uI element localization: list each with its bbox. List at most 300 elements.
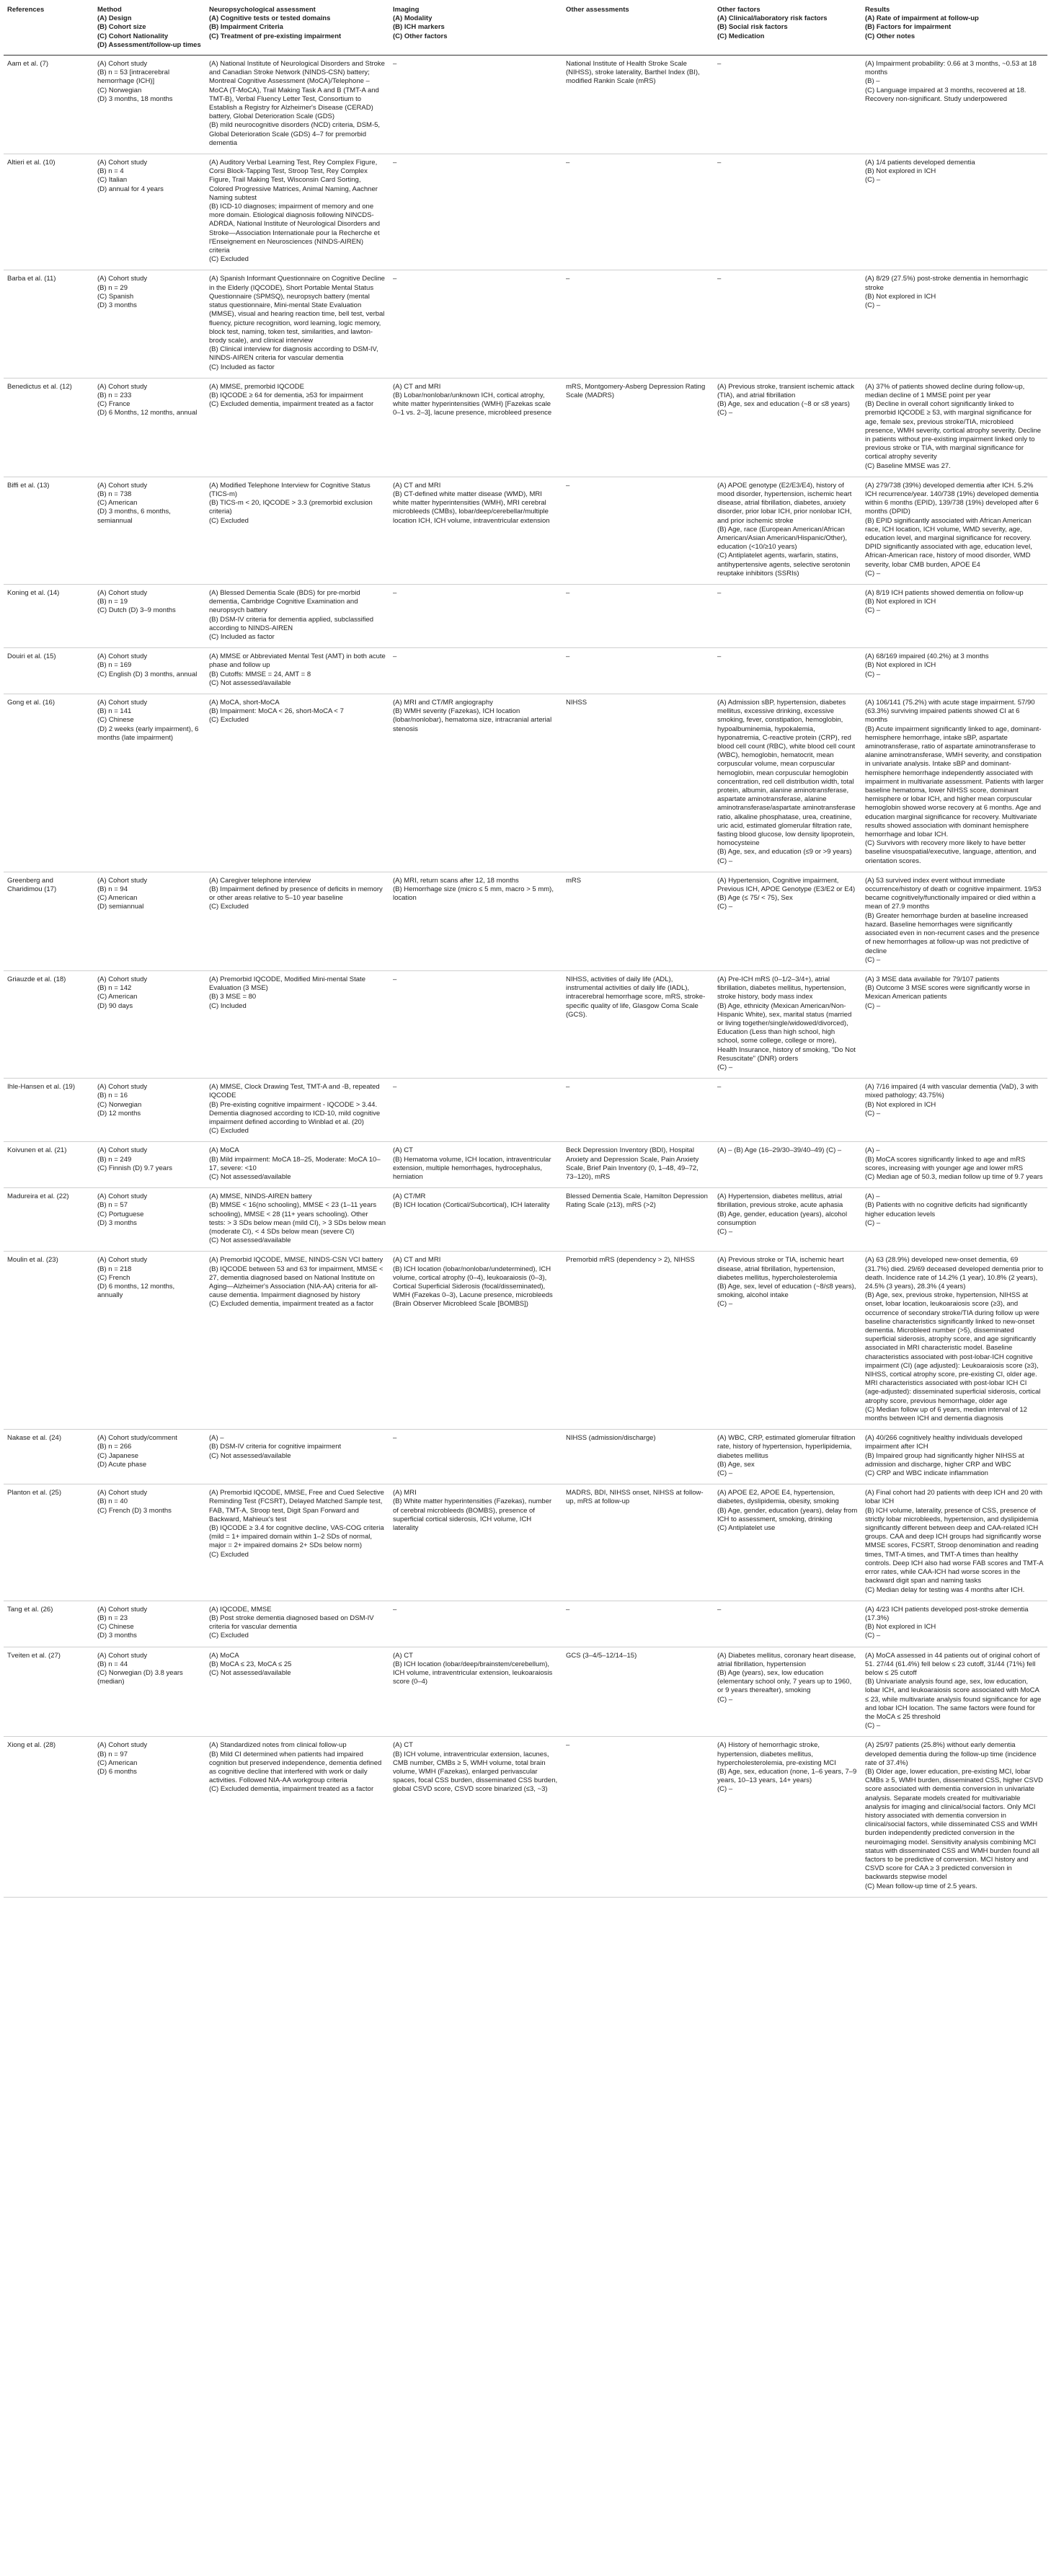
cell-line: Beck Depression Inventory (BDI), Hospital Anxiety and Depression Scale, Pain Anxiety Scale, Brief Pain Inventory (0, 1–48, 49–72, 73–120), mRS — [566, 1146, 699, 1181]
cell-line: (A) Cohort study — [97, 1741, 148, 1750]
cell-line: (C) English (D) 3 months, annual — [97, 670, 198, 678]
cell-line: (C) Included as factor — [209, 363, 275, 371]
cell-line: (B) Not explored in ICH — [865, 292, 936, 301]
cell-other-factors — [714, 378, 861, 477]
cell-line: (C) Included — [209, 1001, 247, 1010]
cell-line: (B) MoCA scores significantly linked to age and mRS scores, increasing with younger age and lower mRS — [865, 1155, 1026, 1172]
cell-line: (C) Excluded dementia, impairment treated as a factor — [209, 1785, 374, 1794]
cell-line: (B) EPID significantly associated with African American race, ICH location, ICH volume, WMD severity, age, education level, and marginal significance for recovery. DPID significantly associated with age, education level, African-American race, history of mood disorder, WMD severity, lobar CMB burden, APOE E4 — [865, 516, 1032, 569]
cell-line: (C) Language impaired at 3 months, recovered at 18. Recovery non-significant. Study underpowered — [865, 86, 1026, 103]
cell-line: (C) Norwegian (D) 3.8 years (median) — [97, 1668, 183, 1686]
cell-line: (B) n = 97 — [97, 1750, 128, 1758]
cell-line: MADRS, BDI, NIHSS onset, NIHSS at follow-up, mRS at follow-up — [566, 1489, 704, 1506]
cell-line: (C) – — [865, 569, 881, 577]
cell-method — [94, 1737, 205, 1897]
header-line: (A) Cognitive tests or tested domains — [209, 14, 331, 23]
cell-line: (D) 90 days — [97, 1001, 133, 1010]
header-line: Neuropsychological assessment — [209, 6, 316, 14]
cell-references — [4, 694, 94, 872]
cell-line: (C) Excluded — [209, 903, 249, 911]
header-other-factors — [714, 3, 861, 56]
cell-line: (B) Clinical interview for diagnosis according to DSM-IV, NINDS-AIREN criteria for vascular dementia — [209, 345, 378, 363]
cell-line: (C) – — [865, 1632, 881, 1640]
cell-line: Moulin et al. (23) — [7, 1256, 58, 1265]
cell-line: (B) Lobar/nonlobar/unknown ICH, cortical atrophy, white matter hyperintensities (WMH) [Fazekas scale 0–1 vs. 2–3], lacune presence, microbleed presence — [393, 391, 552, 417]
cell-line: (B) IQCODE ≥ 3.4 for cognitive decline, VAS-COG criteria (mild = 1+ impaired domain within 1–2 SDs of normal, major = 2+ impaired domains 2+ SDs below norm) — [209, 1524, 384, 1550]
cell-line: (D) 3 months, 18 months — [97, 94, 173, 103]
cell-line: (A) Cohort study — [97, 975, 148, 983]
cell-other-assessments — [562, 154, 714, 270]
cell-line: (C) Excluded — [209, 1127, 249, 1136]
cell-line: (B) MMSE < 16(no schooling), MMSE < 23 (1–11 years schooling), MMSE < 28 (11+ years schooling). Other tests: > 3 SDs below mean (mild CI), > 3 SDs below mean (moderate CI), < 4 SDs below mean (severe CI) — [209, 1201, 386, 1236]
cell-line: (A) 1/4 patients developed dementia — [865, 159, 975, 167]
cell-line: mRS, Montgomery-Asberg Depression Rating Scale (MADRS) — [566, 382, 706, 399]
cell-results — [861, 1188, 1047, 1252]
cell-neuropsychological-assessment — [205, 1079, 389, 1142]
cell-line: (C) Dutch (D) 3–9 months — [97, 606, 176, 615]
cell-neuropsychological-assessment — [205, 154, 389, 270]
cell-line: (D) semiannual — [97, 903, 144, 911]
header-line: Results — [865, 6, 890, 14]
table-header — [4, 3, 1047, 56]
cell-line: (C) – — [865, 1109, 881, 1117]
cell-line: (B) 3 MSE = 80 — [209, 993, 257, 1001]
header-row — [4, 3, 1047, 56]
cell-line: (B) n = 23 — [97, 1614, 128, 1622]
cell-line: (B) ICD-10 diagnoses; impairment of memory and one more domain. Etiological diagnosis following NINCDS-ADRDA, National Institute of Neurological Disorders and Stroke—Association Internationale pour la Recherche et l'Enseignement en Neurosciences (NINDS-AIREN) criteria — [209, 203, 381, 255]
cell-line: (A) MMSE, Clock Drawing Test, TMT-A and -B, repeated IQCODE — [209, 1083, 380, 1100]
cell-line: – — [566, 588, 570, 597]
cell-line: (A) 63 (28.9%) developed new-onset dementia, 69 (31.7%) died. 29/69 deceased developed dementia prior to death. Incidence rate of 14.2% (1 year), 10.8% (2 years), 24.5% (3 years), 28.3% (4 years) — [865, 1256, 1044, 1291]
cell-line: (B) Post stroke dementia diagnosed based on DSM-IV criteria for vascular dementia — [209, 1614, 374, 1632]
cell-line: (B) Age, sex, and education (≤9 or >9 years) — [717, 848, 852, 857]
cell-line: Altieri et al. (10) — [7, 159, 56, 167]
cell-method — [94, 1430, 205, 1484]
cell-line: Planton et al. (25) — [7, 1489, 61, 1497]
cell-line: (A) Final cohort had 20 patients with deep ICH and 20 with lobar ICH — [865, 1489, 1043, 1506]
cell-line: (C) Excluded — [209, 516, 249, 525]
table-row — [4, 270, 1047, 378]
cell-line: (B) Hemorrhage size (micro ≤ 5 mm, macro > 5 mm), location — [393, 885, 554, 903]
cell-line: (C) Mean follow-up time of 2.5 years. — [865, 1882, 977, 1890]
cell-other-assessments — [562, 970, 714, 1078]
cell-line: (B) IQCODE between 53 and 63 for impairment, MMSE < 27, dementia diagnosed based on National Institute on Aging—Alzheimer's Association (NIA-AA) criteria for all-cause dementia. Impairment diagnosed by history — [209, 1265, 383, 1300]
cell-other-factors — [714, 154, 861, 270]
cell-line: (D) Acute phase — [97, 1460, 147, 1469]
cell-line: (A) 4/23 ICH patients developed post-stroke dementia (17.3%) — [865, 1605, 1029, 1622]
cell-line: (A) – — [209, 1434, 224, 1443]
cell-other-factors — [714, 970, 861, 1078]
cell-line: (B) n = 142 — [97, 984, 132, 993]
cell-line: – — [393, 975, 397, 983]
table-row — [4, 154, 1047, 270]
cell-method — [94, 648, 205, 694]
cell-line: (A) MoCA — [209, 1651, 239, 1660]
cell-line: – — [393, 159, 397, 167]
cell-neuropsychological-assessment — [205, 1484, 389, 1601]
header-references — [4, 3, 94, 56]
cell-method — [94, 872, 205, 970]
cell-line: – — [393, 60, 397, 68]
cell-line: (B) Age, sex, level of education (~8/≤8 years), smoking, alcohol intake — [717, 1283, 856, 1300]
cell-line: (A) Cohort study — [97, 1146, 148, 1155]
cell-imaging — [389, 694, 562, 872]
cell-other-assessments — [562, 477, 714, 584]
cell-line: (B) Univariate analysis found age, sex, low education, lobar ICH, and leukoaraiosis score associated with MoCA ≤ 23, while multivariate analysis found significance for age and lobar ICH location. The same factors were found for the MoCA ≤ 25 threshold — [865, 1678, 1042, 1721]
cell-line: – — [393, 1083, 397, 1092]
cell-method — [94, 56, 205, 154]
cell-line: – — [566, 1605, 570, 1614]
cell-other-factors — [714, 1601, 861, 1647]
cell-line: (B) ICH location (Cortical/Subcortical), ICH laterality — [393, 1201, 550, 1210]
cell-line: (B) Acute impairment significantly linked to age, dominant-hemisphere hemorrhage, intake sBP, aspartate aminotransferase, ratio of aspartate aminotransferase to alanine aminotransferase, WMH severity, and constipation in univariate analysis. Intake sBP and dominant-hemisphere hemorrhage independently associated with impairment in multivariate assessment. Patients with larger baseline hematoma, lower NIHSS score, dominant hemisphere or lobar ICH, and higher mean corpuscular hemoglobin showed worse recovery at 6 months. Age and education marginal significance for recovery. Multivariate results showed association with dominant hemisphere hemorrhage and lobar ICH. — [865, 725, 1044, 839]
cell-line: (C) – — [717, 409, 733, 417]
cell-other-assessments — [562, 584, 714, 647]
cell-line: (C) – — [865, 955, 881, 964]
cell-neuropsychological-assessment — [205, 584, 389, 647]
cell-line: – — [393, 1434, 397, 1443]
cell-line: – — [566, 481, 570, 490]
cell-line: (B) n = 141 — [97, 707, 132, 716]
cell-references — [4, 56, 94, 154]
cell-line: (B) n = 169 — [97, 661, 132, 670]
header-line: (B) Impairment Criteria — [209, 23, 283, 32]
cell-line: (A) 8/19 ICH patients showed dementia on follow-up — [865, 588, 1024, 597]
cell-line: (A) Cohort study — [97, 1192, 148, 1201]
cell-line: (A) CT and MRI — [393, 1256, 441, 1265]
cell-neuropsychological-assessment — [205, 477, 389, 584]
header-line: (B) Factors for impairment — [865, 23, 952, 32]
cell-line: (B) Outcome 3 MSE scores were significantly worse in Mexican American patients — [865, 984, 1030, 1001]
cell-other-factors — [714, 1647, 861, 1737]
cell-line: – — [717, 652, 722, 661]
cell-other-factors — [714, 270, 861, 378]
cell-line: (C) Excluded — [209, 716, 249, 725]
cell-other-factors — [714, 1737, 861, 1897]
cell-other-factors — [714, 648, 861, 694]
cell-line: (A) Cohort study — [97, 1256, 148, 1265]
cell-line: (C) Chinese — [97, 1623, 134, 1632]
cell-line: (C) – — [865, 606, 881, 615]
cell-line: Aam et al. (7) — [7, 60, 49, 68]
cell-other-assessments — [562, 1252, 714, 1430]
cell-line: (C) Norwegian — [97, 86, 142, 94]
cell-references — [4, 477, 94, 584]
cell-line: (A) Premorbid IQCODE, Modified Mini-mental State Evaluation (3 MSE) — [209, 975, 365, 993]
cell-results — [861, 1647, 1047, 1737]
header-results — [861, 3, 1047, 56]
header-neuropsychological-assessment — [205, 3, 389, 56]
cell-line: (A) APOE E2, APOE E4, hypertension, diabetes, dyslipidemia, obesity, smoking — [717, 1489, 839, 1506]
cell-line: (D) 3 months, 6 months, semiannual — [97, 508, 171, 525]
cell-line: – — [566, 1741, 570, 1750]
cell-other-factors — [714, 56, 861, 154]
cell-line: (D) 6 months — [97, 1767, 137, 1776]
cell-line: Madureira et al. (22) — [7, 1192, 69, 1201]
cell-line: (C) Excluded — [209, 1550, 249, 1559]
studies-table — [4, 3, 1047, 1898]
cell-other-assessments — [562, 270, 714, 378]
header-line: (B) ICH markers — [393, 23, 445, 32]
cell-line: (B) mild neurocognitive disorders (NCD) criteria, DSM-5, Global Deterioration Scale (GDS) 4–7 for premorbid dementia — [209, 121, 381, 147]
cell-line: (A) – — [865, 1146, 880, 1155]
cell-line: (B) Cutoffs: MMSE = 24, AMT = 8 — [209, 670, 311, 678]
cell-method — [94, 970, 205, 1078]
cell-line: (B) Not explored in ICH — [865, 1623, 936, 1632]
cell-line: Douiri et al. (15) — [7, 652, 56, 661]
cell-line: (B) ICH volume, laterality, presence of CSS, presence of strictly lobar microbleeds, hypertension, and dyslipidemia significantly different between deep and CAA-related ICH groups. CAA and deep ICH groups had significantly worse MMSE scores, FCSRT, Stroop denomination and reading times, TMT-A times, and TMT-A times than healthy controls. Deep ICH also had worse FAB scores and TMT-A error rates, while CAA-ICH had worse scores in the backward digit span and naming tasks — [865, 1506, 1043, 1585]
cell-line: (C) Not assessed/available — [209, 678, 291, 687]
header-line: Method — [97, 6, 122, 14]
cell-line: (B) n = 249 — [97, 1155, 132, 1164]
cell-line: (B) Age, gender, education (years), delay from ICH to assessment, smoking, drinking — [717, 1506, 858, 1523]
cell-line: (C) France — [97, 400, 130, 409]
cell-line: (B) Impaired group had significantly higher NIHSS at admission and discharge, higher CRP and WBC — [865, 1451, 1024, 1469]
cell-line: (A) WBC, CRP, estimated glomerular filtration rate, history of hypertension, hyperlipidemia, diabetes mellitus — [717, 1434, 856, 1460]
cell-method — [94, 1142, 205, 1188]
cell-line: (C) Not assessed/available — [209, 1668, 291, 1677]
cell-references — [4, 970, 94, 1078]
header-method — [94, 3, 205, 56]
cell-references — [4, 1188, 94, 1252]
cell-other-assessments — [562, 1737, 714, 1897]
cell-neuropsychological-assessment — [205, 1188, 389, 1252]
cell-method — [94, 1601, 205, 1647]
cell-line: (B) n = 738 — [97, 490, 132, 498]
cell-line: (A) Admission sBP, hypertension, diabetes mellitus, excessive drinking, excessive smoking, fever, constipation, hemoglobin, hypoalbuminemia, hypokalemia, hyponatremia, C-reactive protein (CRP), red blood cell count (RBC), white blood cell count (WBC), hemoglobin, hematocrit, mean corpuscular volume, mean corpuscular hemoglobin, mean corpuscular hemoglobin concentration, red cell distribution width, total protein, albumin, alanine aminotransferase, aspartate aminotransferase, alanine aminotransferase/aspartate aminotransferase ratio, alkaline phosphatase, urea, creatinine, uric acid, estimated glomerular filtration rate, fasting blood glucose, low density lipoprotein, homocysteine — [717, 699, 856, 848]
table-body — [4, 56, 1047, 1898]
cell-line: (C) CRP and WBC indicate inflammation — [865, 1469, 988, 1478]
table-row — [4, 1484, 1047, 1601]
cell-line: (A) Cohort study — [97, 481, 148, 490]
cell-line: (B) Patients with no cognitive deficits had significantly higher education levels — [865, 1201, 1027, 1218]
cell-results — [861, 1252, 1047, 1430]
cell-line: (B) n = 40 — [97, 1497, 128, 1506]
cell-line: Xiong et al. (28) — [7, 1741, 56, 1750]
cell-other-assessments — [562, 1601, 714, 1647]
cell-other-factors — [714, 1142, 861, 1188]
cell-line: (A) Cohort study — [97, 275, 148, 283]
cell-line: (B) n = 29 — [97, 283, 128, 292]
cell-imaging — [389, 1647, 562, 1737]
cell-line: (C) French (D) 3 months — [97, 1506, 172, 1515]
cell-line: (C) Excluded — [209, 1632, 249, 1640]
cell-references — [4, 1252, 94, 1430]
cell-line: (B) Mild CI determined when patients had impaired cognition but preserved independence, dementia defined as cognitive decline that interfered with work or daily activities. Followed NIA-AA workgroup criteria — [209, 1750, 382, 1785]
cell-other-factors — [714, 477, 861, 584]
cell-line: (C) Not assessed/available — [209, 1236, 291, 1245]
cell-other-factors — [714, 1079, 861, 1142]
cell-line: (B) Impairment: MoCA < 26, short-MoCA < 7 — [209, 707, 344, 716]
table-row — [4, 1142, 1047, 1188]
cell-line: (D) 3 months — [97, 1218, 137, 1227]
cell-line: (A) IQCODE, MMSE — [209, 1605, 272, 1614]
cell-line: (A) APOE genotype (E2/E3/E4), history of mood disorder, hypertension, ischemic heart disease, atrial fibrillation, diabetes, anxiety disorder, prior lobar ICH, prior nonlobar ICH, and prior ischemic stroke — [717, 481, 852, 525]
cell-references — [4, 1601, 94, 1647]
cell-line: (A) MoCA assessed in 44 patients out of original cohort of 51. 27/44 (61.4%) fell below ≤ 23 cutoff, 31/44 (71%) fell below ≤ 25 cutoff — [865, 1651, 1040, 1677]
cell-line: (A) 53 survived index event without immediate occurrence/history of death or cognitive impairment. 19/53 became cognitively/functionally impaired or died within a mean of 27.9 months — [865, 876, 1042, 911]
cell-neuropsychological-assessment — [205, 872, 389, 970]
cell-references — [4, 154, 94, 270]
cell-line: (A) Pre-ICH mRS (0–1/2–3/4+), atrial fibrillation, diabetes mellitus, hypertension, stroke history, body mass index — [717, 975, 846, 1001]
cell-other-factors — [714, 872, 861, 970]
cell-line: (C) Median delay for testing was 4 months after ICH. — [865, 1585, 1025, 1594]
table-row — [4, 1430, 1047, 1484]
cell-line: (A) CT — [393, 1651, 413, 1660]
cell-line: (B) Greater hemorrhage burden at baseline increased hazard. Baseline hemorrhages were significantly associated even in non-recurrent cases and the presence of new hemorrhages at follow-up was not predictive of decline — [865, 911, 1039, 955]
table-row — [4, 584, 1047, 647]
cell-line: Tveiten et al. (27) — [7, 1651, 61, 1660]
cell-neuropsychological-assessment — [205, 1647, 389, 1737]
table-row — [4, 872, 1047, 970]
cell-line: (A) 279/738 (39%) developed dementia after ICH. 5.2% ICH recurrence/year. 140/738 (19%) developed dementia within 6 months (EPID), 139/738 (19%) developed after 6 months (DPID) — [865, 481, 1039, 516]
cell-line: (A) Cohort study — [97, 876, 148, 885]
cell-line: (C) Baseline MMSE was 27. — [865, 461, 951, 470]
cell-line: (A) MRI and CT/MR angiography — [393, 699, 493, 707]
cell-line: (A) History of hemorrhagic stroke, hypertension, diabetes mellitus, hypercholesterolemia, pre-existing MCI — [717, 1741, 836, 1767]
cell-line: (A) MMSE, NINDS-AIREN battery — [209, 1192, 312, 1201]
cell-line: (B) Age, race (European American/African American/Asian American/Hispanic/Other), education (<10/≥10 years) — [717, 525, 848, 552]
cell-line: (B) Age, sex, previous stroke, hypertension, NIHSS at onset, lobar location, leukoaraiosis score (≥3), and occurrence of secondary stroke/TIA during follow up were baseline characteristics significantly linked to new-onset dementia. Microbleed number (>5), disseminated superficial siderosis, atrophy score, and age significantly associated in MRI characteristic model. Baseline characteristics associated with post-lobar-ICH cognitive impairment (CI) (age adjusted): Leukoaraiosis score (≥3), NIHSS, cortical atrophy score, pre-existing CI, older age. MRI characteristics associated with post-lobar ICH CI (age-adjusted): disseminated superficial siderosis, cortical atrophy score, previous hemorrhage, older age — [865, 1291, 1041, 1405]
cell-line: (A) 25/97 patients (25.8%) without early dementia developed dementia during the follow-up time (incidence rate of 37.4%) — [865, 1741, 1037, 1767]
cell-line: (A) CT and MRI — [393, 481, 441, 490]
cell-line: – — [566, 159, 570, 167]
cell-line: (C) – — [865, 1001, 881, 1010]
cell-references — [4, 584, 94, 647]
cell-line: Blessed Dementia Scale, Hamilton Depression Rating Scale (≥13), mRS (>2) — [566, 1192, 708, 1210]
cell-line: (C) Survivors with recovery more likely to have better baseline visuospatial/executive, language, attention, and orientation scores. — [865, 839, 1037, 865]
header-line: (A) Design — [97, 14, 132, 23]
cell-line: (C) Antiplatelet agents, warfarin, statins, antihypertensive agents, selective serotonin reuptake inhibitors (SSRIs) — [717, 552, 851, 577]
cell-line: (A) Cohort study — [97, 1083, 148, 1092]
cell-imaging — [389, 1737, 562, 1897]
cell-other-assessments — [562, 872, 714, 970]
cell-line: (B) n = 57 — [97, 1201, 128, 1210]
cell-references — [4, 1079, 94, 1142]
cell-imaging — [389, 477, 562, 584]
cell-imaging — [389, 378, 562, 477]
cell-line: (A) MoCA, short-MoCA — [209, 699, 280, 707]
cell-line: (A) MRI — [393, 1489, 417, 1497]
cell-line: (C) – — [865, 176, 881, 185]
cell-line: (C) Excluded dementia, impairment treated as a factor — [209, 1300, 374, 1309]
cell-line: (A) Auditory Verbal Learning Test, Rey Complex Figure, Corsi Block-Tapping Test, Stroop Test, Rey Complex Figure, Trail Making Test, Wisconsin Card Sorting, Colored Progressive Matrices, Animal Naming, Aachner Naming subtest — [209, 159, 378, 202]
cell-line: (C) – — [717, 857, 733, 865]
cell-other-assessments — [562, 1188, 714, 1252]
cell-line: (A) 8/29 (27.5%) post-stroke dementia in hemorrhagic stroke — [865, 275, 1029, 292]
cell-line: (B) Age, sex, education (none, 1–6 years, 7–9 years, 10–13 years, 14+ years) — [717, 1767, 857, 1785]
cell-results — [861, 1079, 1047, 1142]
cell-line: (D) 2 weeks (early impairment), 6 months (late impairment) — [97, 725, 199, 742]
cell-line: (B) n = 44 — [97, 1660, 128, 1668]
header-line: (C) Medication — [717, 32, 765, 40]
cell-line: (B) n = 4 — [97, 167, 124, 176]
table-row — [4, 378, 1047, 477]
cell-method — [94, 1188, 205, 1252]
cell-neuropsychological-assessment — [205, 1601, 389, 1647]
cell-line: (B) Decline in overall cohort significantly linked to premorbid IQCODE ≥ 53, with marginal significance for age, female sex, previous stroke/TIA, microbleed presence, WMH severity, cortical atrophy severity. Decline in patients without pre-existing impairment linked only to previous stroke or TIA, with marginal significance for cortical atrophy severity — [865, 400, 1042, 461]
cell-line: (A) Hypertension, Cognitive impairment, Previous ICH, APOE Genotype (E3/E2 or E4) — [717, 876, 856, 894]
cell-neuropsychological-assessment — [205, 378, 389, 477]
cell-line: (C) – — [865, 1218, 881, 1227]
cell-line: NIHSS, activities of daily life (ADL), instrumental activities of daily life (IADL), intracerebral hemorrhage score, mRS, stroke-specific quality of life, Glasgow Coma Scale (GCS). — [566, 975, 706, 1019]
cell-line: (C) Not assessed/available — [209, 1172, 291, 1181]
cell-line: (A) Cohort study — [97, 699, 148, 707]
cell-line: (B) Not explored in ICH — [865, 167, 936, 176]
cell-line: (C) Included as factor — [209, 633, 275, 641]
table-row — [4, 477, 1047, 584]
cell-neuropsychological-assessment — [205, 970, 389, 1078]
cell-line: Koivunen et al. (21) — [7, 1146, 67, 1155]
cell-line: – — [717, 1605, 722, 1614]
cell-results — [861, 1484, 1047, 1601]
cell-method — [94, 154, 205, 270]
cell-results — [861, 970, 1047, 1078]
cell-neuropsychological-assessment — [205, 1737, 389, 1897]
cell-other-factors — [714, 584, 861, 647]
header-line: Other factors — [717, 6, 760, 14]
cell-imaging — [389, 1430, 562, 1484]
header-line: (B) Social risk factors — [717, 23, 788, 32]
cell-line: (A) MRI, return scans after 12, 18 months — [393, 876, 519, 885]
cell-line: – — [566, 1083, 570, 1092]
cell-line: (C) Antiplatelet use — [717, 1524, 776, 1533]
cell-method — [94, 270, 205, 378]
cell-other-factors — [714, 1430, 861, 1484]
cell-method — [94, 378, 205, 477]
table-row — [4, 970, 1047, 1078]
cell-line: (C) Excluded dementia, impairment treated as a factor — [209, 400, 374, 409]
cell-line: (C) – — [717, 903, 733, 911]
header-line: References — [7, 6, 45, 14]
cell-line: (C) Italian — [97, 176, 128, 185]
cell-line: (B) DSM-IV criteria for cognitive impairment — [209, 1443, 342, 1451]
cell-results — [861, 378, 1047, 477]
cell-imaging — [389, 1252, 562, 1430]
cell-method — [94, 694, 205, 872]
cell-line: (B) TICS-m < 20, IQCODE > 3.3 (premorbid exclusion criteria) — [209, 499, 373, 516]
cell-line: (C) Portuguese — [97, 1210, 144, 1218]
cell-line: – — [717, 1083, 722, 1092]
cell-results — [861, 154, 1047, 270]
cell-line: (C) – — [865, 301, 881, 310]
cell-line: NIHSS — [566, 699, 587, 707]
cell-line: (A) Cohort study — [97, 652, 148, 661]
cell-line: (A) 7/16 impaired (4 with vascular dementia (VaD), 3 with mixed pathology; 43.75%) — [865, 1083, 1039, 1100]
cell-line: (A) 68/169 impaired (40.2%) at 3 months — [865, 652, 989, 661]
cell-line: (D) 6 Months, 12 months, annual — [97, 409, 198, 417]
cell-line: (C) – — [865, 670, 881, 678]
cell-line: (D) 3 months — [97, 1632, 137, 1640]
header-line: (A) Modality — [393, 14, 433, 23]
cell-line: (B) Age, sex and education (~8 or ≤8 years) — [717, 400, 850, 409]
cell-neuropsychological-assessment — [205, 56, 389, 154]
cell-line: (B) CT-defined white matter disease (WMD), MRI white matter hyperintensities (WMH), MRI cerebral microbleeds (CMBs), lobar/deep/cerebellar/multiple location ICH, ICH volume, intraventricular extension — [393, 490, 550, 525]
cell-references — [4, 1484, 94, 1601]
cell-line: (A) National Institute of Neurological Disorders and Stroke and Canadian Stroke Network (NINDS-CSN) battery; Montreal Cognitive Assessment (MoCA)/Telephone – MoCA (T-MoCA), Trail Making Task A and B (TMT-A and TMT-B), Verbal Fluency Letter Test, Consortium to Establish a Registry for Alzheimer's Disease (CERAD) battery, Global Deterioration Scale (GDS) — [209, 60, 385, 121]
cell-line: (C) – — [717, 1785, 733, 1794]
cell-line: – — [717, 588, 722, 597]
header-line: (C) Other notes — [865, 32, 915, 40]
cell-line: Nakase et al. (24) — [7, 1434, 61, 1443]
cell-line: – — [393, 652, 397, 661]
cell-line: (A) Blessed Dementia Scale (BDS) for pre-morbid dementia, Cambridge Cognitive Examination and neuropsych battery — [209, 588, 360, 615]
cell-line: (B) Age (years), sex, low education (elementary school only, 7 years up to 1960, or 9 years thereafter), smoking — [717, 1668, 852, 1695]
cell-other-assessments — [562, 1484, 714, 1601]
cell-line: (B) n = 94 — [97, 885, 128, 894]
cell-line: (A) MMSE, premorbid IQCODE — [209, 382, 304, 391]
cell-line: (B) Hematoma volume, ICH location, intraventricular extension, multiple hemorrhages, hydrocephalus, herniation — [393, 1155, 551, 1181]
